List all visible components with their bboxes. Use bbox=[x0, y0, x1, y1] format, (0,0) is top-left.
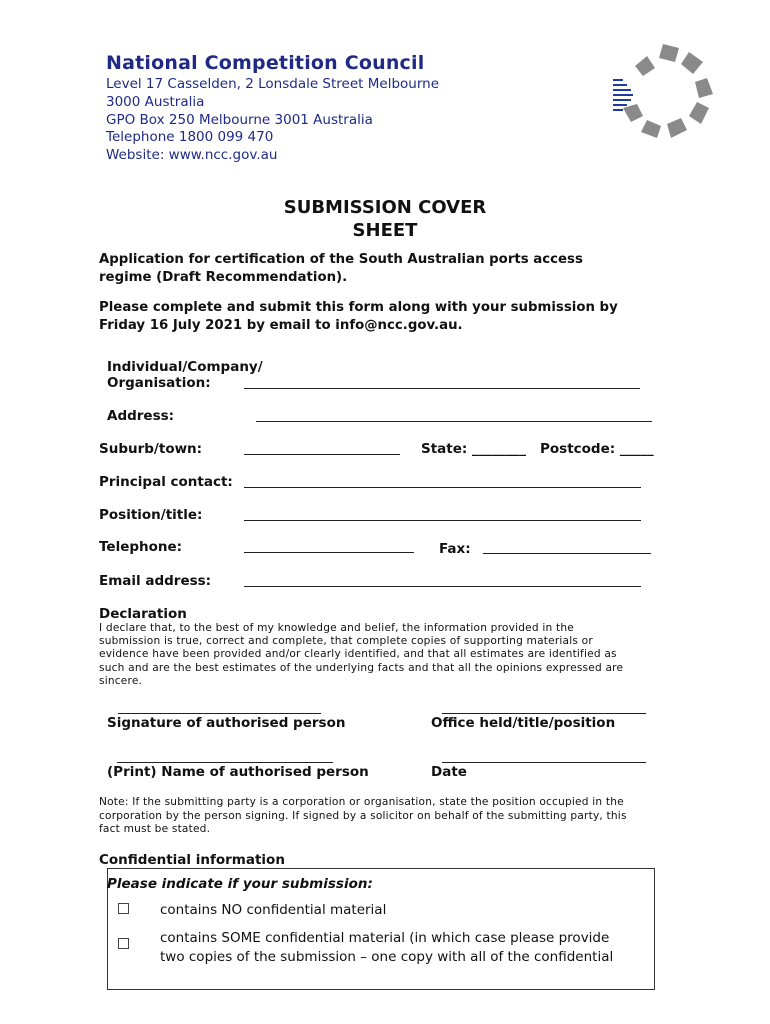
state-label[interactable]: State: ________ bbox=[421, 441, 526, 457]
page-title bbox=[0, 196, 770, 242]
instruction-line-2: Friday 16 July 2021 by email to info@ncc.gov.au. bbox=[99, 318, 463, 333]
confidential-prompt: Please indicate if your submission: bbox=[107, 876, 373, 892]
organisation-name: National Competition Council bbox=[106, 52, 425, 74]
ncc-logo-icon bbox=[605, 38, 725, 148]
position-label: Position/title: bbox=[99, 507, 203, 523]
instruction-line-1: Please complete and submit this form along with your submission by bbox=[99, 300, 618, 315]
declaration-heading: Declaration bbox=[99, 606, 187, 622]
intro-line-1: Application for certification of the South Australian ports access bbox=[99, 252, 583, 267]
website-line: Website: www.ncc.gov.au bbox=[106, 147, 278, 163]
declaration-line-2: submission is true, correct and complete, that complete copies of supporting materials or bbox=[99, 635, 593, 648]
address-line-2: 3000 Australia bbox=[106, 94, 205, 110]
postcode-label[interactable]: Postcode: _____ bbox=[540, 441, 654, 457]
intro-paragraph bbox=[99, 251, 679, 287]
office-label: Office held/title/position bbox=[431, 715, 616, 731]
fax-input-line[interactable] bbox=[483, 553, 651, 554]
no-confidential-label: contains NO confidential material bbox=[160, 902, 387, 918]
some-confidential-line-2: two copies of the submission – one copy with all of the confidential bbox=[160, 949, 614, 965]
telephone-input-line[interactable] bbox=[244, 552, 414, 553]
principal-contact-label: Principal contact: bbox=[99, 474, 233, 490]
organisation-label-line-1: Individual/Company/ bbox=[107, 359, 263, 375]
fax-label: Fax: bbox=[439, 541, 471, 557]
instruction-paragraph bbox=[99, 299, 679, 335]
signature-input-line[interactable] bbox=[118, 713, 321, 714]
email-input-line[interactable] bbox=[244, 586, 641, 587]
principal-contact-input-line[interactable] bbox=[244, 487, 641, 488]
date-input-line[interactable] bbox=[442, 762, 646, 763]
email-label: Email address: bbox=[99, 573, 212, 589]
some-confidential-line-1: contains SOME confidential material (in which case please provide bbox=[160, 930, 610, 946]
declaration-line-5: sincere. bbox=[99, 674, 143, 687]
address-line-1: Level 17 Casselden, 2 Lonsdale Street Melbourne bbox=[106, 76, 440, 92]
telephone-line: Telephone 1800 099 470 bbox=[106, 129, 274, 145]
suburb-label: Suburb/town: bbox=[99, 441, 203, 457]
organisation-input-line[interactable] bbox=[244, 388, 640, 389]
address-label: Address: bbox=[107, 408, 175, 424]
organisation-label-line-2: Organisation: bbox=[107, 375, 211, 391]
signature-label: Signature of authorised person bbox=[107, 715, 346, 731]
title-line-2: SHEET bbox=[352, 220, 418, 241]
office-input-line[interactable] bbox=[442, 713, 646, 714]
postal-address-line: GPO Box 250 Melbourne 3001 Australia bbox=[106, 112, 373, 128]
address-input-line[interactable] bbox=[256, 421, 652, 422]
position-input-line[interactable] bbox=[244, 520, 641, 521]
title-line-1: SUBMISSION COVER bbox=[283, 197, 487, 218]
declaration-line-3: evidence have been provided and/or clearly identified, and that all estimates are identified as bbox=[99, 648, 617, 661]
note-line-1: Note: If the submitting party is a corporation or organisation, state the position occupied in the bbox=[99, 796, 624, 808]
some-confidential-label bbox=[160, 929, 650, 967]
some-confidential-checkbox[interactable] bbox=[118, 938, 129, 949]
confidential-heading: Confidential information bbox=[99, 852, 285, 868]
intro-line-2: regime (Draft Recommendation). bbox=[99, 270, 348, 285]
note-line-3: fact must be stated. bbox=[99, 823, 211, 835]
print-name-label: (Print) Name of authorised person bbox=[107, 764, 369, 780]
signing-note bbox=[99, 796, 669, 837]
declaration-line-1: I declare that, to the best of my knowledge and belief, the information provided in the bbox=[99, 622, 574, 634]
date-label: Date bbox=[431, 764, 467, 780]
note-line-2: corporation by the person signing. If signed by a solicitor on behalf of the submitting party, this bbox=[99, 809, 627, 822]
organisation-label bbox=[107, 359, 263, 391]
print-name-input-line[interactable] bbox=[117, 762, 333, 763]
telephone-label: Telephone: bbox=[99, 539, 183, 555]
suburb-input-line[interactable] bbox=[244, 454, 400, 455]
declaration-line-4: such and are the best estimates of the underlying facts and that all the opinions expressed are bbox=[99, 661, 624, 674]
no-confidential-checkbox[interactable] bbox=[118, 903, 129, 914]
declaration-text bbox=[99, 622, 669, 688]
